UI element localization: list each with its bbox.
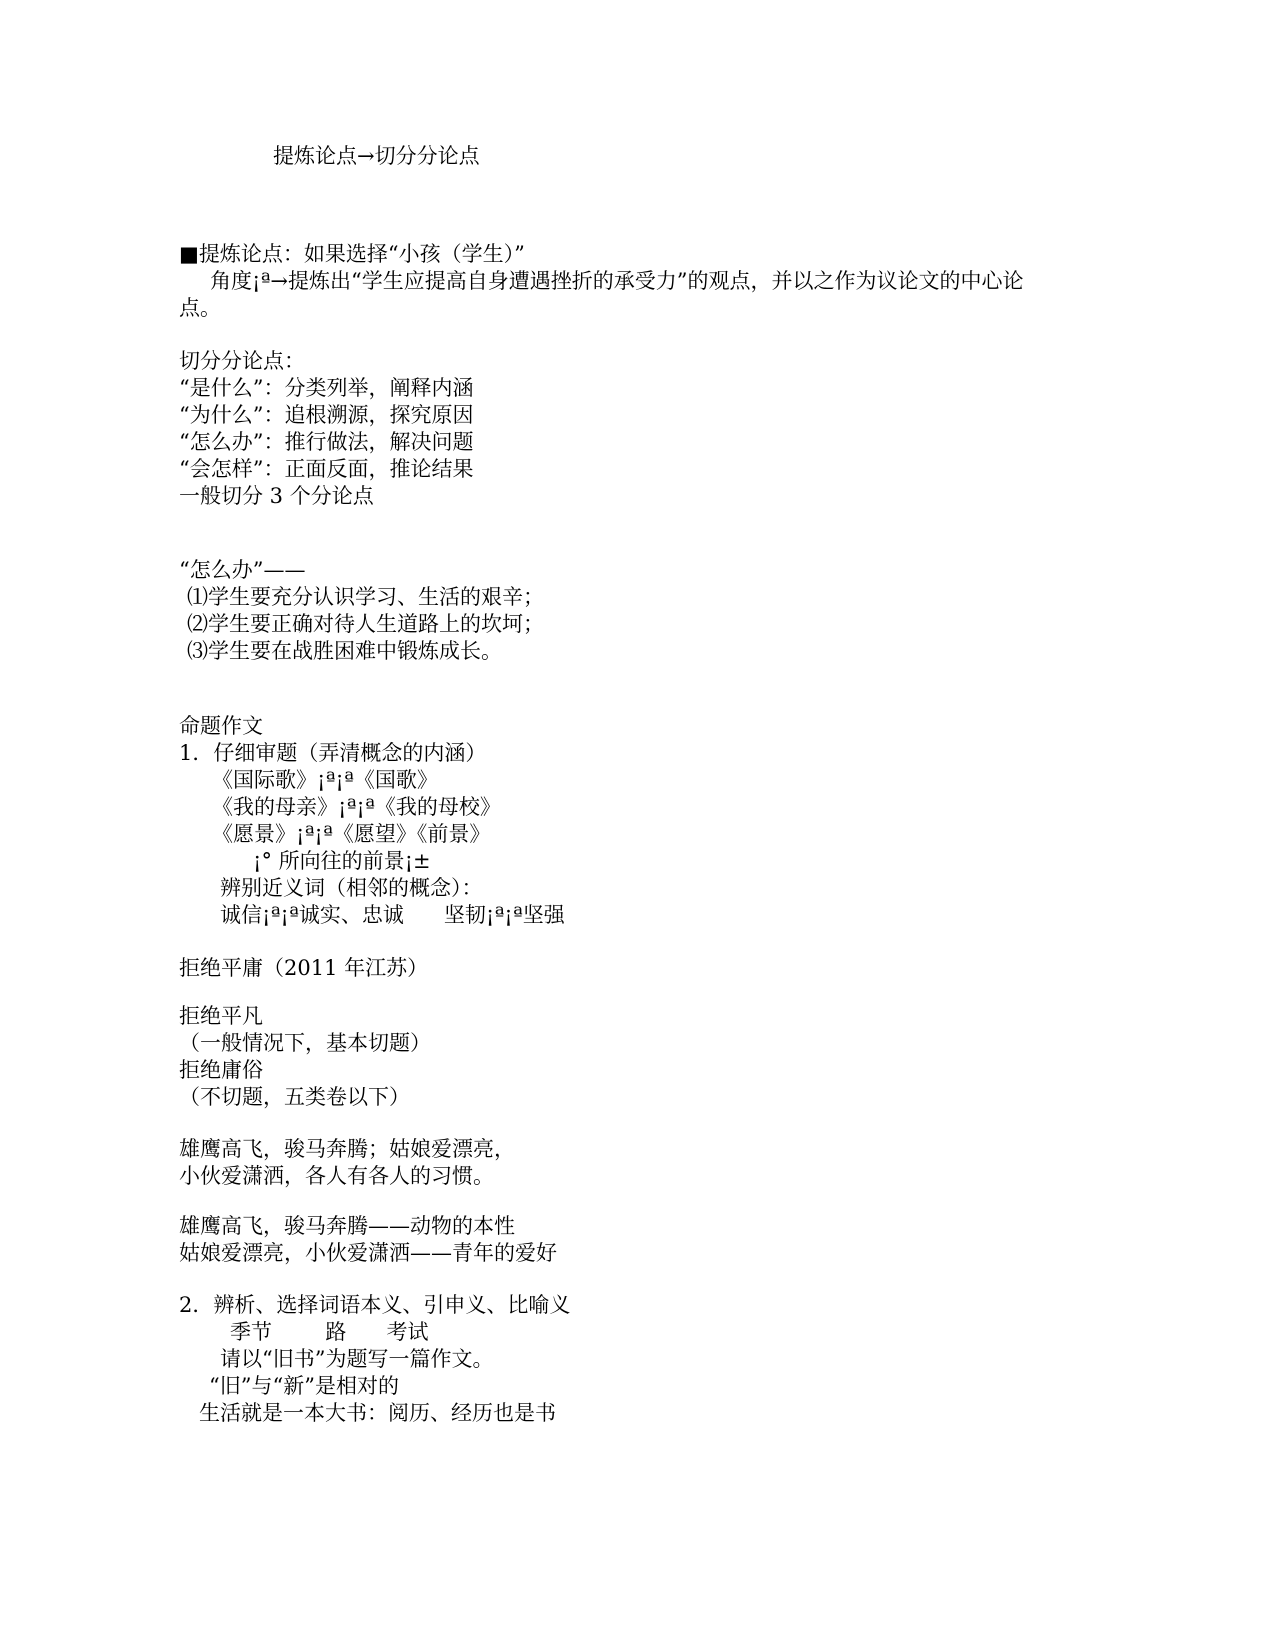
analysis-line: 姑娘爱漂亮，小伙爱潇洒——青年的爱好 (179, 1241, 557, 1265)
topic-line: 拒绝平庸（2011 年江苏） (179, 956, 429, 980)
option-line: 拒绝平凡 (179, 1004, 263, 1028)
analysis-line: 雄鹰高飞，骏马奔腾——动物的本性 (179, 1214, 515, 1238)
section3-heading: “怎么办”—— (179, 558, 306, 582)
synonym-line: 诚信¡ª¡ª诚实、忠诚 坚韧¡ª¡ª坚强 (220, 903, 565, 927)
words-line: 季节 路 考试 (230, 1320, 429, 1344)
section2-item: “为什么”：追根溯源，探究原因 (179, 403, 474, 427)
option-note: （不切题，五类卷以下） (179, 1085, 410, 1109)
section2-heading: 切分分论点： (179, 349, 305, 373)
section1-paragraph-line1: 角度¡ª→提炼出“学生应提高自身遭遇挫折的承受力”的观点，并以之作为议论文的中心论 (210, 269, 1024, 293)
section3-item: ⑴学生要充分认识学习、生活的艰辛； (187, 585, 544, 609)
example-line: 《我的母亲》¡ª¡ª《我的母校》 (212, 795, 501, 819)
section1-paragraph-line2: 点。 (179, 296, 221, 320)
example-line: 《愿景》¡ª¡ª《愿望》《前景》 (212, 822, 491, 846)
poem-line: 小伙爱潇洒，各人有各人的习惯。 (179, 1164, 494, 1188)
section2-item: “怎么办”：推行做法，解决问题 (179, 430, 474, 454)
point2-heading: 2．辨析、选择词语本义、引申义、比喻义 (179, 1293, 571, 1317)
section3-item: ⑶学生要在战胜困难中锻炼成长。 (187, 639, 502, 663)
poem-line: 雄鹰高飞，骏马奔腾；姑娘爱漂亮， (179, 1137, 515, 1161)
section4-heading: 命题作文 (179, 714, 263, 738)
option-note: （一般情况下，基本切题） (179, 1031, 431, 1055)
note-line: “旧”与“新”是相对的 (209, 1374, 399, 1398)
example-note: ¡° 所向往的前景¡± (253, 849, 431, 873)
section2-item: 一般切分 3 个分论点 (179, 484, 374, 508)
section2-item: “会怎样”：正面反面，推论结果 (179, 457, 474, 481)
section3-item: ⑵学生要正确对待人生道路上的坎坷； (187, 612, 544, 636)
note-line: 生活就是一本大书：阅历、经历也是书 (199, 1401, 556, 1425)
section1-heading: ■提炼论点：如果选择“小孩（学生）” (179, 242, 525, 266)
section2-item: “是什么”：分类列举，阐释内涵 (179, 376, 474, 400)
point1-heading: 1．仔细审题（弄清概念的内涵） (179, 741, 487, 765)
synonym-heading: 辨别近义词（相邻的概念）： (220, 876, 483, 900)
page-title: 提炼论点→切分分论点 (273, 144, 480, 168)
prompt-line: 请以“旧书”为题写一篇作文。 (220, 1347, 494, 1371)
option-line: 拒绝庸俗 (179, 1058, 263, 1082)
example-line: 《国际歌》¡ª¡ª《国歌》 (212, 768, 438, 792)
